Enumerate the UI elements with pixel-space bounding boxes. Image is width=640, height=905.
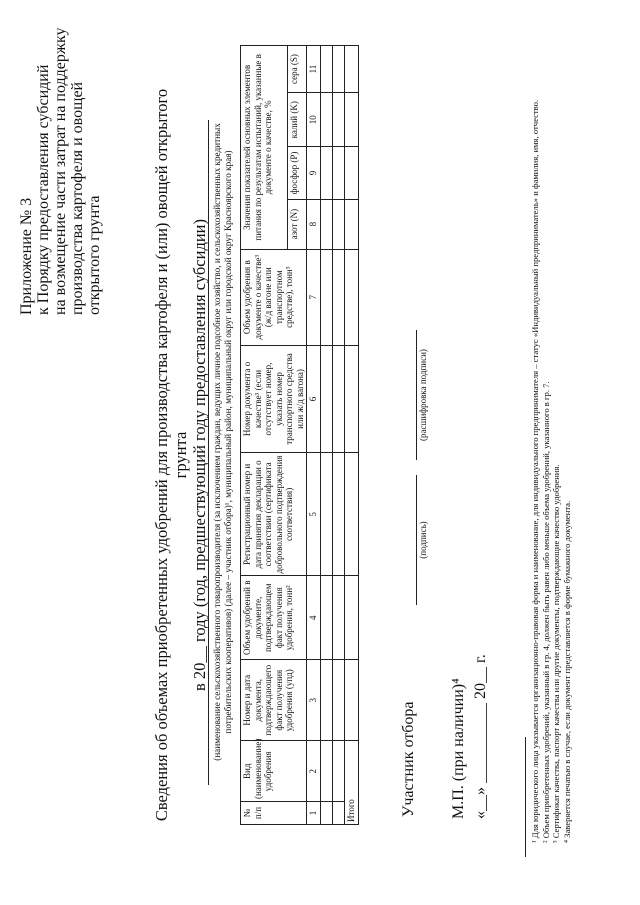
table-cell[interactable] — [320, 199, 332, 249]
fertilizer-table — [240, 45, 359, 825]
table-cell[interactable] — [332, 453, 344, 576]
table-cell[interactable] — [344, 46, 358, 93]
column-number: 6 — [307, 345, 321, 453]
table-row — [332, 46, 344, 825]
table-cell[interactable] — [332, 345, 344, 453]
applicant-note-line: (наименование сельскохозяйственного товаропроизводителя (за исключением граждан, ведущих личное подсобное хозяйство, и сельскохозяйственных кредитных — [212, 123, 222, 761]
table-cell[interactable] — [332, 576, 344, 660]
table-cell[interactable] — [320, 249, 332, 345]
header-cell: азот (N) — [288, 199, 307, 249]
table-cell[interactable] — [320, 93, 332, 147]
annex-line: производства картофеля и овощей — [69, 81, 86, 315]
footnote: ¹ Для юридического лица указывается организационно-правовая форма и наименование, для индивидуального предпринимателя – статус «Индивидуальный предприниматель» и фамилия, имя, отчество. — [530, 99, 540, 843]
table-cell[interactable] — [332, 93, 344, 147]
footnote-separator — [525, 737, 526, 857]
table-row — [320, 46, 332, 825]
table-cell[interactable] — [344, 199, 358, 249]
total-label: Итого — [344, 741, 358, 825]
header-cell: фосфор (P) — [288, 147, 307, 199]
column-number: 11 — [307, 46, 321, 93]
signature-line[interactable] — [416, 475, 417, 605]
table-cell[interactable] — [320, 802, 332, 825]
table-cell[interactable] — [332, 249, 344, 345]
participant-label: Участник отбора — [400, 701, 417, 817]
name-line[interactable] — [416, 330, 417, 460]
header-cell: Объем удобрения в документе о качестве³ (ж/д вагоне или транспортном средстве), тонн³ — [241, 249, 307, 345]
table-cell[interactable] — [320, 660, 332, 741]
header-cell: № п/п — [241, 802, 307, 825]
table-cell[interactable] — [320, 147, 332, 199]
column-number: 1 — [307, 802, 321, 825]
document-title — [152, 65, 209, 845]
header-cell: Регистрационный номер и дата принятия декларации о соответствии (сертификата добровольного подтверждения соответствия) — [241, 453, 307, 576]
annex-header — [18, 25, 103, 315]
header-group-cell: Значения показателей основных элементов питания по результатам испытаний, указанные в документе о качестве, % — [241, 46, 288, 250]
table-cell[interactable] — [320, 345, 332, 453]
header-cell: Вид (наименование) удобрения — [241, 741, 307, 802]
title-line-2: в 20__ году (год, предшествующий году предоставления субсидии) — [190, 219, 209, 692]
footnotes — [530, 25, 572, 855]
table-cell[interactable] — [332, 802, 344, 825]
table-cell[interactable] — [344, 93, 358, 147]
header-cell: Объем удобрений в документе, подтверждающем факт получения удобрения, тонн² — [241, 576, 307, 660]
column-number: 7 — [307, 249, 321, 345]
applicant-note-line: потребительских кооперативов) (далее – участник отбора)¹, муниципальный район, муниципальный округ или городской округ Красноярского края) — [223, 150, 233, 734]
date-field[interactable]: «__» __________ 20__ г. — [472, 654, 489, 819]
column-number: 8 — [307, 199, 321, 249]
column-number: 9 — [307, 147, 321, 199]
table-cell[interactable] — [332, 741, 344, 802]
column-number: 3 — [307, 660, 321, 741]
table-cell[interactable] — [344, 147, 358, 199]
column-number: 2 — [307, 741, 321, 802]
header-cell: сера (S) — [288, 46, 307, 93]
table-cell[interactable] — [320, 741, 332, 802]
table-cell[interactable] — [332, 660, 344, 741]
table-cell[interactable] — [332, 147, 344, 199]
annex-line: открытого грунта — [86, 195, 103, 315]
footnote: ³ Сертификат качества, паспорт качества или другие документы, подтверждающие качество удобрения. — [551, 464, 561, 843]
name-caption: (расшифровка подписи) — [418, 349, 428, 441]
applicant-note — [212, 47, 234, 837]
column-number: 4 — [307, 576, 321, 660]
stamp-label: М.П. (при наличии)⁴ — [450, 678, 467, 819]
footnote: ⁴ Заверяется печатью в случае, если документ представляется в форме бумажного документа. — [561, 500, 572, 843]
table-cell[interactable] — [344, 660, 358, 741]
title-line-1: Сведения об объемах приобретенных удобрений для производства картофеля и (или) овощей открытого грунта — [152, 88, 190, 822]
applicant-fill-line[interactable] — [208, 120, 209, 785]
column-number: 5 — [307, 453, 321, 576]
table-cell[interactable] — [332, 46, 344, 93]
table-cell[interactable] — [320, 453, 332, 576]
header-cell: Номер и дата документа, подтверждающего факт получения удобрения (упд) — [241, 660, 307, 741]
table-cell[interactable] — [344, 249, 358, 345]
header-cell: Номер документа о качестве³ (если отсутствует номер, указать номер транспортного средства или ж/д вагона) — [241, 345, 307, 453]
table-cell[interactable] — [332, 199, 344, 249]
table-cell[interactable] — [344, 576, 358, 660]
signature-caption: (подпись) — [418, 521, 428, 559]
header-cell: калий (K) — [288, 93, 307, 147]
header-row — [241, 46, 288, 825]
table-cell[interactable] — [344, 453, 358, 576]
annex-line: к Порядку предоставления субсидий — [35, 64, 52, 315]
footnote: ² Объем приобретенных удобрений, указанный в гр. 4, должен быть равен либо меньше объема удобрений, указанного в гр. 7. — [540, 381, 551, 843]
annex-line: Приложение № 3 — [18, 197, 35, 315]
column-number: 10 — [307, 93, 321, 147]
total-row — [344, 46, 358, 825]
annex-line: на возмещение части затрат на поддержку — [52, 27, 69, 315]
table-cell[interactable] — [344, 345, 358, 453]
column-number-row — [307, 46, 321, 825]
table-cell[interactable] — [320, 576, 332, 660]
table-cell[interactable] — [320, 46, 332, 93]
